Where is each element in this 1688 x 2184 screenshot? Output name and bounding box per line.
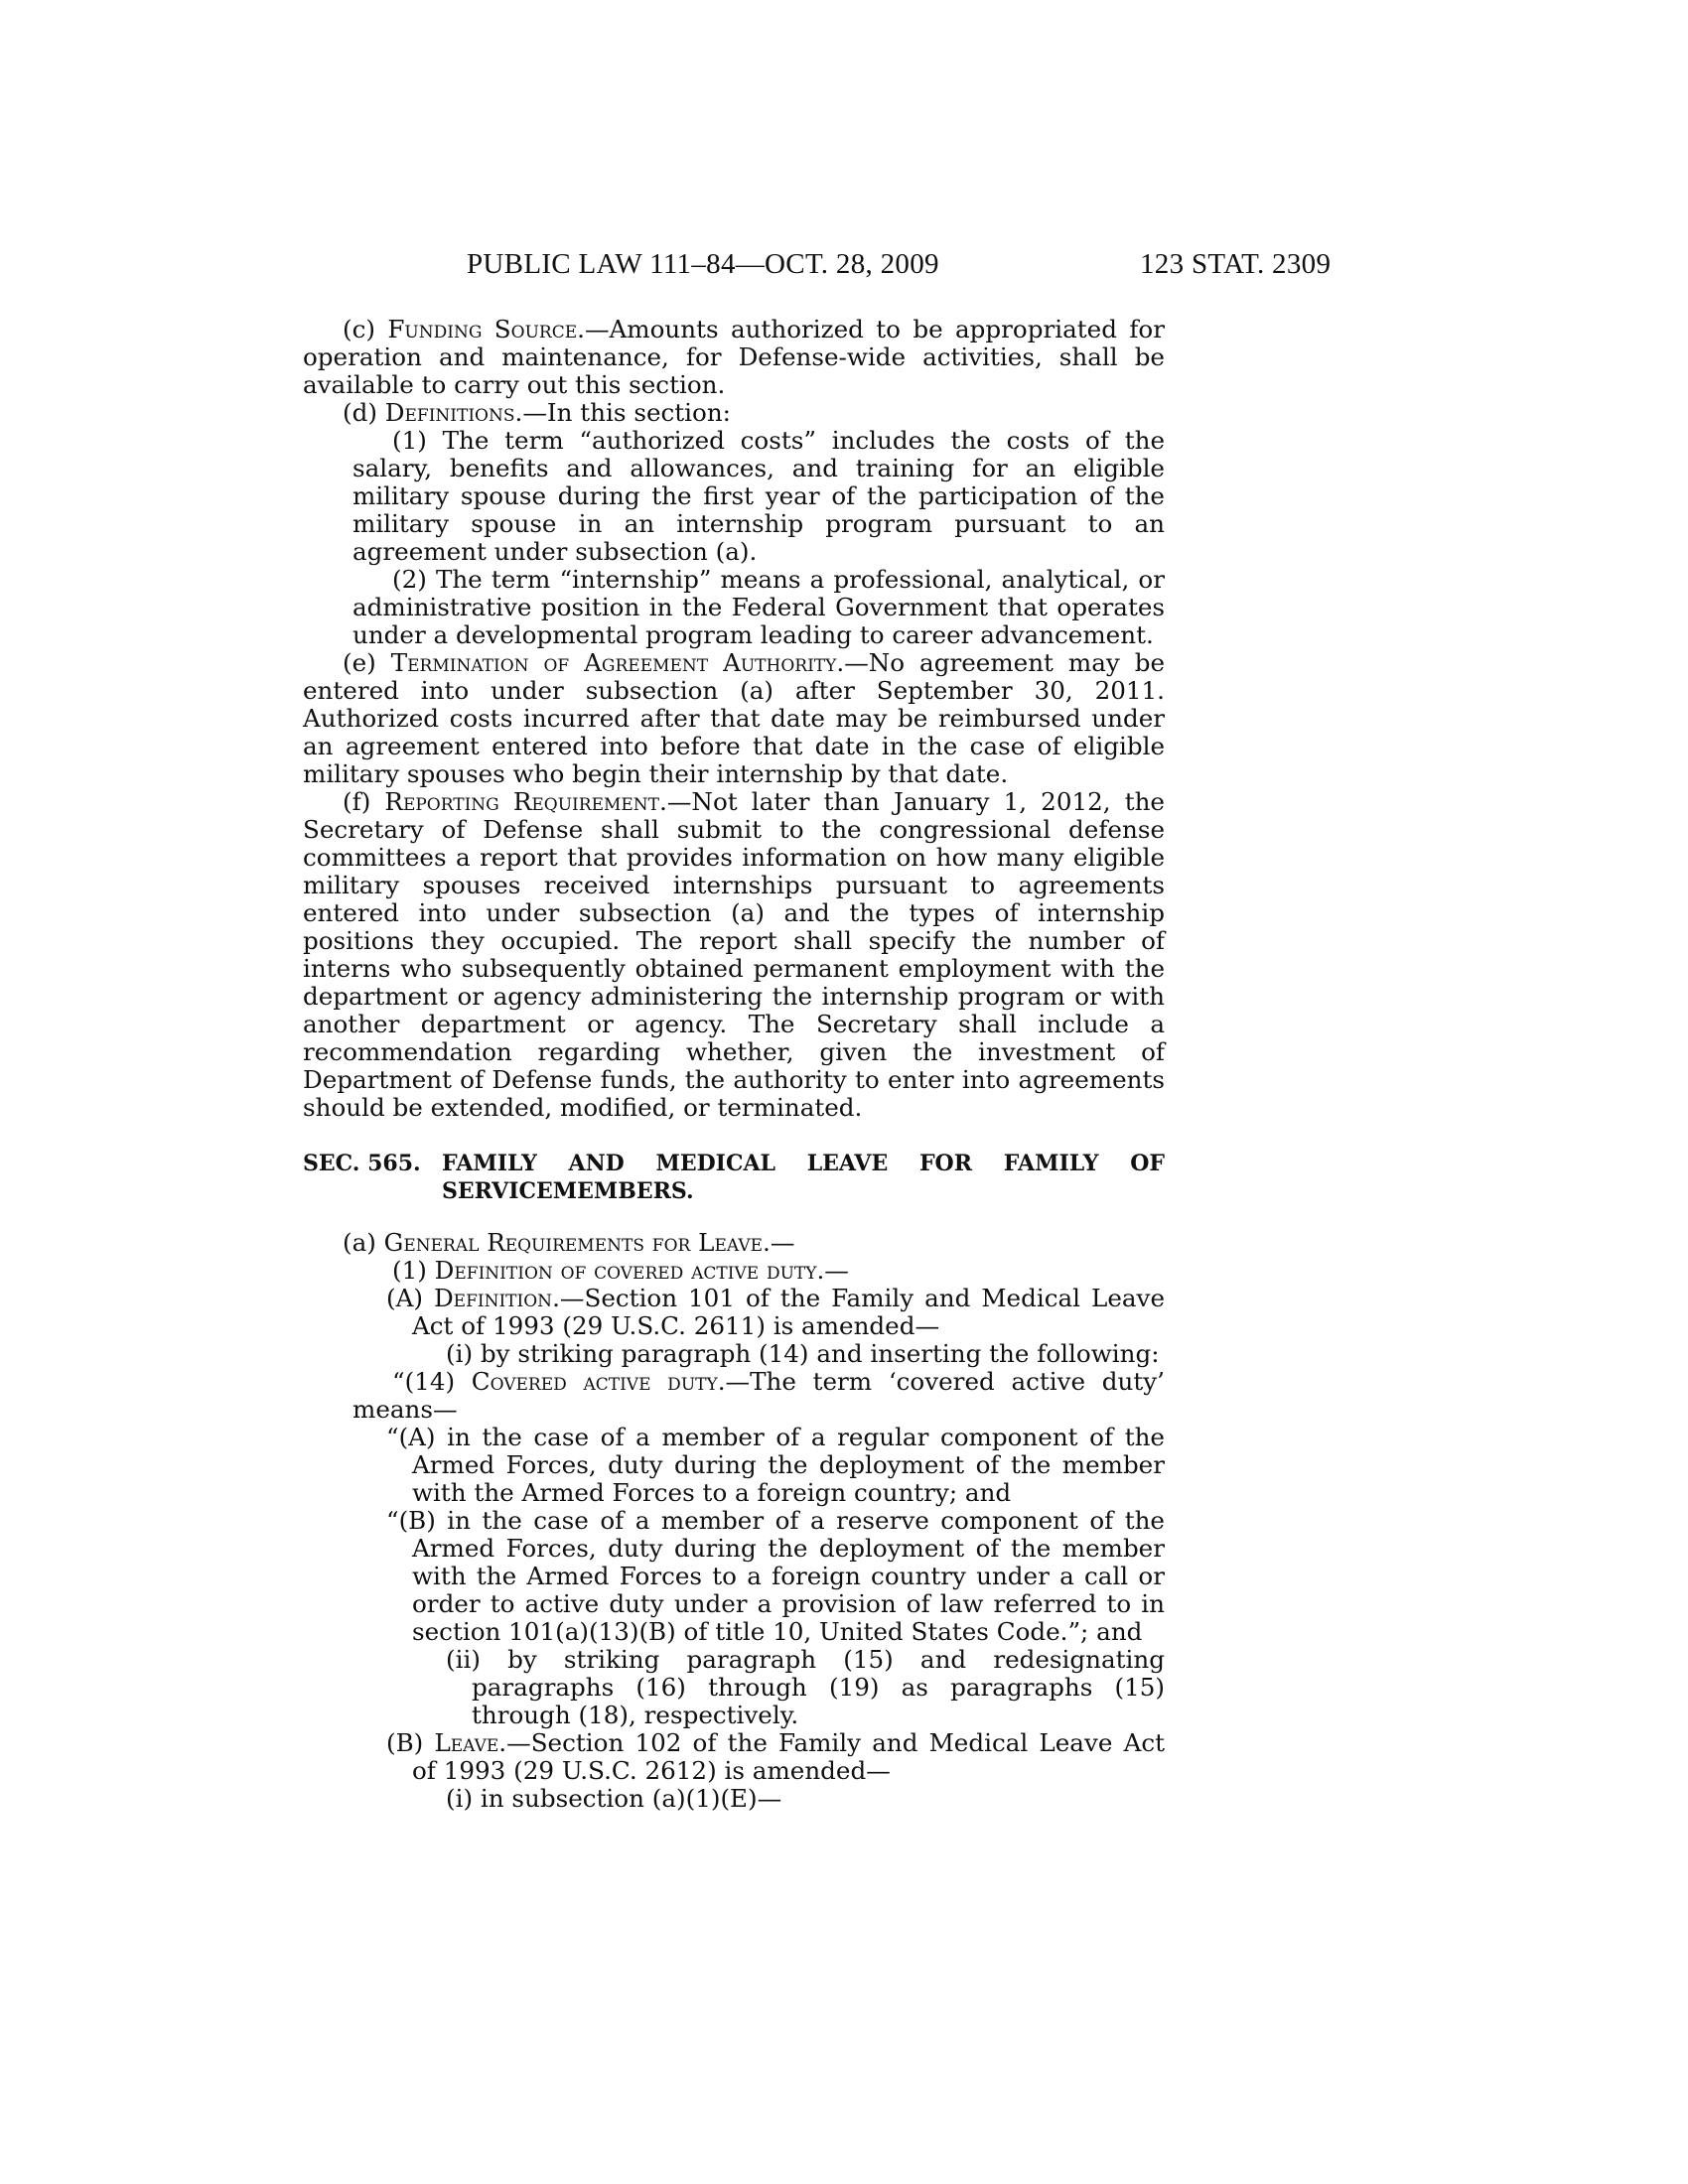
text: .—Section 101 of the Family and Medical Leave Act of 1993 (29 U.S.C. 2611) is amended— — [412, 1284, 1165, 1340]
text: .—Section 102 of the Family and Medical Leave Act of 1993 (29 U.S.C. 2612) is amended— — [412, 1728, 1165, 1785]
text: .—Amounts authorized to be appropriated for operation and maintenance, for Defense-wide activities, shall be available to carry out this section. — [303, 315, 1165, 399]
section-title-line2: SERVICEMEMBERS. — [442, 1178, 694, 1204]
subsection-c — [303, 316, 1165, 399]
heading: Definitions — [384, 398, 515, 427]
text: .—No agreement may be entered into under subsection (a) after September 30, 2011. Authorized costs incurred after that date may be reimbursed under an agreement entered into before that date in the case of eligible military spouses who begin their internship by that date. — [303, 648, 1166, 788]
text: .—The term ‘covered active duty’ means— — [352, 1367, 1165, 1424]
label: (A) — [386, 1284, 434, 1312]
text: .— — [763, 1228, 795, 1257]
subparagraph-B — [303, 1729, 1165, 1785]
heading: Leave — [434, 1728, 499, 1757]
label: (d) — [343, 398, 385, 427]
clause-i: (i) by striking paragraph (14) and inserting the following: — [446, 1339, 1160, 1368]
heading: Termination of Agreement Authority — [390, 648, 837, 677]
label: (c) — [343, 315, 388, 343]
page-citation: 123 STAT. 2309 — [1140, 248, 1332, 280]
quoted-subparagraph-A: “(A) in the case of a member of a regular component of the Armed Forces, duty during the deployment of the member with the Armed Forces to a foreign country; and — [386, 1423, 1165, 1507]
paragraph-d2: (2) The term “internship” means a professional, analytical, or administrative position in the Federal Government that operates under a developmental program leading to career advancement. — [352, 565, 1165, 649]
label: (1) — [392, 1256, 435, 1285]
label: (f) — [343, 787, 385, 816]
subsection-d — [303, 399, 1165, 427]
page-header — [0, 248, 1688, 288]
quoted-paragraph-14 — [303, 1368, 1165, 1424]
clause-i-2: (i) in subsection (a)(1)(E)— — [446, 1784, 782, 1813]
heading: General Requirements for Leave — [383, 1228, 764, 1257]
running-head: PUBLIC LAW 111–84—OCT. 28, 2009 — [467, 248, 939, 280]
label: (a) — [343, 1228, 384, 1257]
section-heading — [303, 1150, 1165, 1205]
text: .—In this section: — [514, 398, 731, 427]
document-body — [303, 316, 1165, 1813]
heading: Funding Source — [387, 315, 578, 343]
section-number: SEC. 565. — [303, 1151, 421, 1176]
subsection-a — [303, 1229, 1165, 1257]
section-title-line1: FAMILY AND MEDICAL LEAVE FOR FAMILY OF — [442, 1151, 1165, 1176]
text: .— — [816, 1256, 849, 1285]
quoted-subparagraph-B: “(B) in the case of a member of a reserve component of the Armed Forces, duty during the deployment of the member with the Armed Forces to a foreign country under a call or order to active duty under a provision of law referred to in section 101(a)(13)(B) of title 10, United States Code.”; and — [386, 1506, 1165, 1646]
heading: Definition — [433, 1284, 553, 1312]
heading: Definition of covered active duty — [434, 1256, 817, 1285]
subsection-e — [303, 649, 1165, 788]
heading: Reporting Requirement — [384, 787, 660, 816]
subparagraph-A — [303, 1285, 1165, 1340]
heading: Covered active duty — [471, 1367, 718, 1396]
label: (e) — [343, 648, 391, 677]
paragraph-d1: (1) The term “authorized costs” includes the costs of the salary, benefits and allowances, and training for an eligible military spouse during the first year of the participation of the military spouse in an internship program pursuant to an agreement under subsection (a). — [352, 426, 1165, 566]
clause-ii: (ii) by striking paragraph (15) and redesignating paragraphs (16) through (19) as paragraphs (15) through (18), respectively. — [446, 1645, 1165, 1729]
text: .—Not later than January 1, 2012, the Secretary of Defense shall submit to the congressional defense committees a report that provides information on how many eligible military spouses received internships pursuant to agreements entered into under subsection (a) and the types of internship positions they occupied. The report shall specify the number of interns who subsequently obtained permanent employment with the department or agency administering the internship program or with another department or agency. The Secretary shall include a recommendation regarding whether, given the investment of Department of Defense funds, the authority to enter into agreements should be extended, modified, or terminated. — [303, 787, 1165, 1122]
paragraph-a1 — [303, 1257, 1165, 1285]
label: (B) — [386, 1728, 435, 1757]
label: “(14) — [392, 1367, 472, 1396]
subsection-f — [303, 788, 1165, 1122]
